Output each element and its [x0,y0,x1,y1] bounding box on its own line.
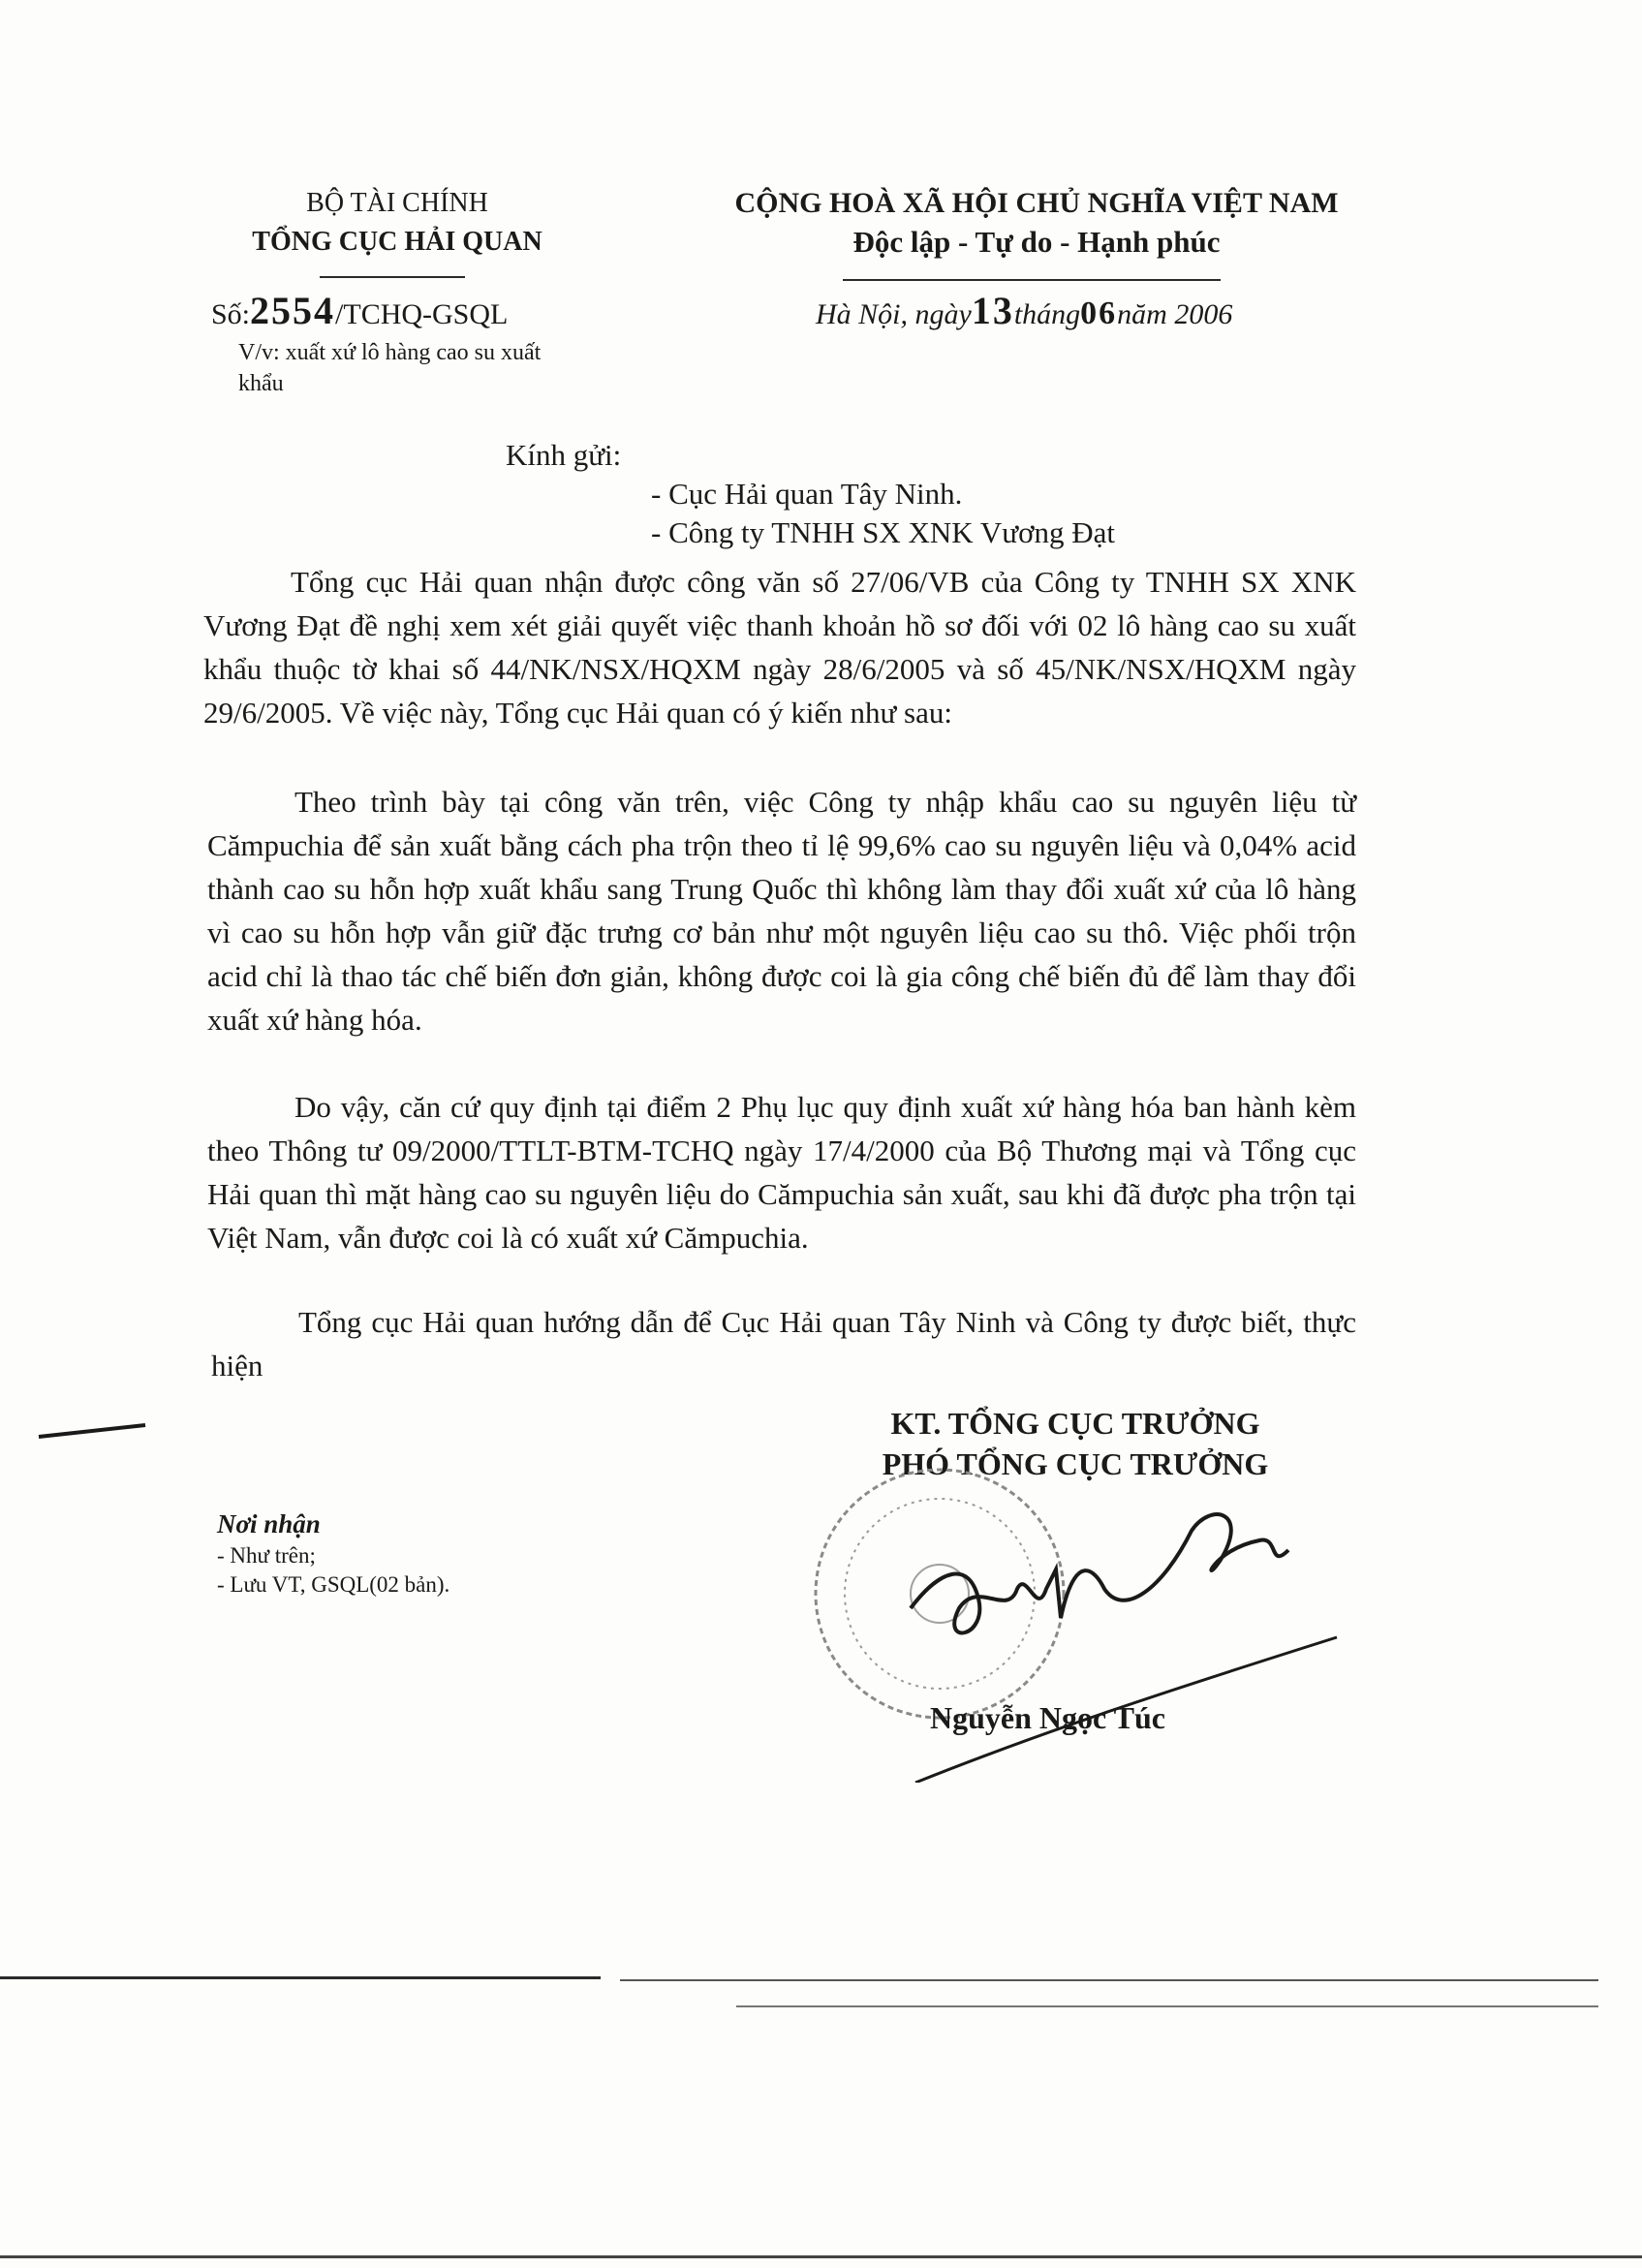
signature-title-2: PHÓ TỔNG CỤC TRƯỞNG [882,1446,1269,1481]
document-number-value: 2554 [250,289,336,332]
place-date: Hà Nội, ngày13tháng06năm 2006 [816,289,1233,332]
recipient-list [651,475,1115,552]
signer-name: Nguyễn Ngọc Túc [930,1700,1165,1735]
body-paragraph-3: Do vậy, căn cứ quy định tại điểm 2 Phụ lục quy định xuất xứ hàng hóa ban hành kèm theo Thông tư 09/2000/TTLT-BTM-TCHQ ngày 17/4/2000 của Bộ Thương mại và Tổng cục Hải quan thì mặt hàng cao su nguyên liệu do Cămpuchia sản xuất, sau khi đã được pha trộn tại Việt Nam, vẫn được coi là có xuất xứ Cămpuchia. [207,1090,1356,1255]
scan-mark [0,1410,165,1448]
handwritten-signature [901,1492,1347,1783]
body-paragraph-2: Theo trình bày tại công văn trên, việc Công ty nhập khẩu cao su nguyên liệu từ Cămpuchia để sản xuất bằng cách pha trộn theo tỉ lệ 99,6% cao su nguyên liệu và 0,04% acid thành cao su hỗn hợp xuất khẩu sang Trung Quốc thì không làm thay đổi xuất xứ của lô hàng vì cao su hỗn hợp vẫn giữ đặc trưng cơ bản như một nguyên liệu cao su thô. Việc phối trộn acid chỉ là thao tác chế biến đơn giản, không được coi là gia công chế biến đủ để làm thay đổi xuất xứ hàng hóa. [207,785,1356,1037]
department-name: TỔNG CỤC HẢI QUAN [252,227,542,257]
distribution-heading: Nơi nhận [217,1509,321,1538]
date-day: 13 [971,289,1014,332]
recipient-item: - Cục Hải quan Tây Ninh. [651,477,963,511]
signature-title-1: KT. TỔNG CỤC TRƯỞNG [890,1406,1260,1441]
body-paragraph-1: Tổng cục Hải quan nhận được công văn số 27/06/VB của Công ty TNHH SX XNK Vương Đạt đề nghị xem xét giải quyết việc thanh khoản hồ sơ đối với 02 lô hàng cao su xuất khẩu thuộc tờ khai số 44/NK/NSX/HQXM ngày 28/6/2005 và số 45/NK/NSX/HQXM ngày 29/6/2005. Về việc này, Tổng cục Hải quan có ý kiến như sau: [203,565,1356,730]
nation-name: CỘNG HOÀ XÃ HỘI CHỦ NGHĨA VIỆT NAM [734,187,1339,219]
scan-line [736,2005,1598,2007]
salutation: Kính gửi: [506,438,622,472]
body-paragraph-4: Tổng cục Hải quan hướng dẫn để Cục Hải quan Tây Ninh và Công ty được biết, thực hiện [211,1305,1356,1383]
distribution-item: - Như trên; [217,1543,316,1568]
recipient-item: - Công ty TNHH SX XNK Vương Đạt [651,515,1115,549]
distribution-item: - Lưu VT, GSQL(02 bản). [217,1572,450,1597]
national-motto-block [707,184,1366,262]
ministry-underline [320,276,465,278]
distribution-block [217,1507,624,1600]
scan-line [620,1979,1598,1981]
subject-line: V/v: xuất xứ lô hàng cao su xuất khẩu [238,340,542,396]
ministry-block [194,184,601,262]
scan-line [0,1976,601,1979]
ministry-name: BỘ TÀI CHÍNH [306,188,488,218]
scan-line [0,2255,1642,2258]
date-month: 06 [1080,295,1118,331]
document-number: Số:2554/TCHQ-GSQL [211,289,509,332]
motto-underline [843,279,1221,281]
national-motto: Độc lập - Tự do - Hạnh phúc [852,225,1221,259]
